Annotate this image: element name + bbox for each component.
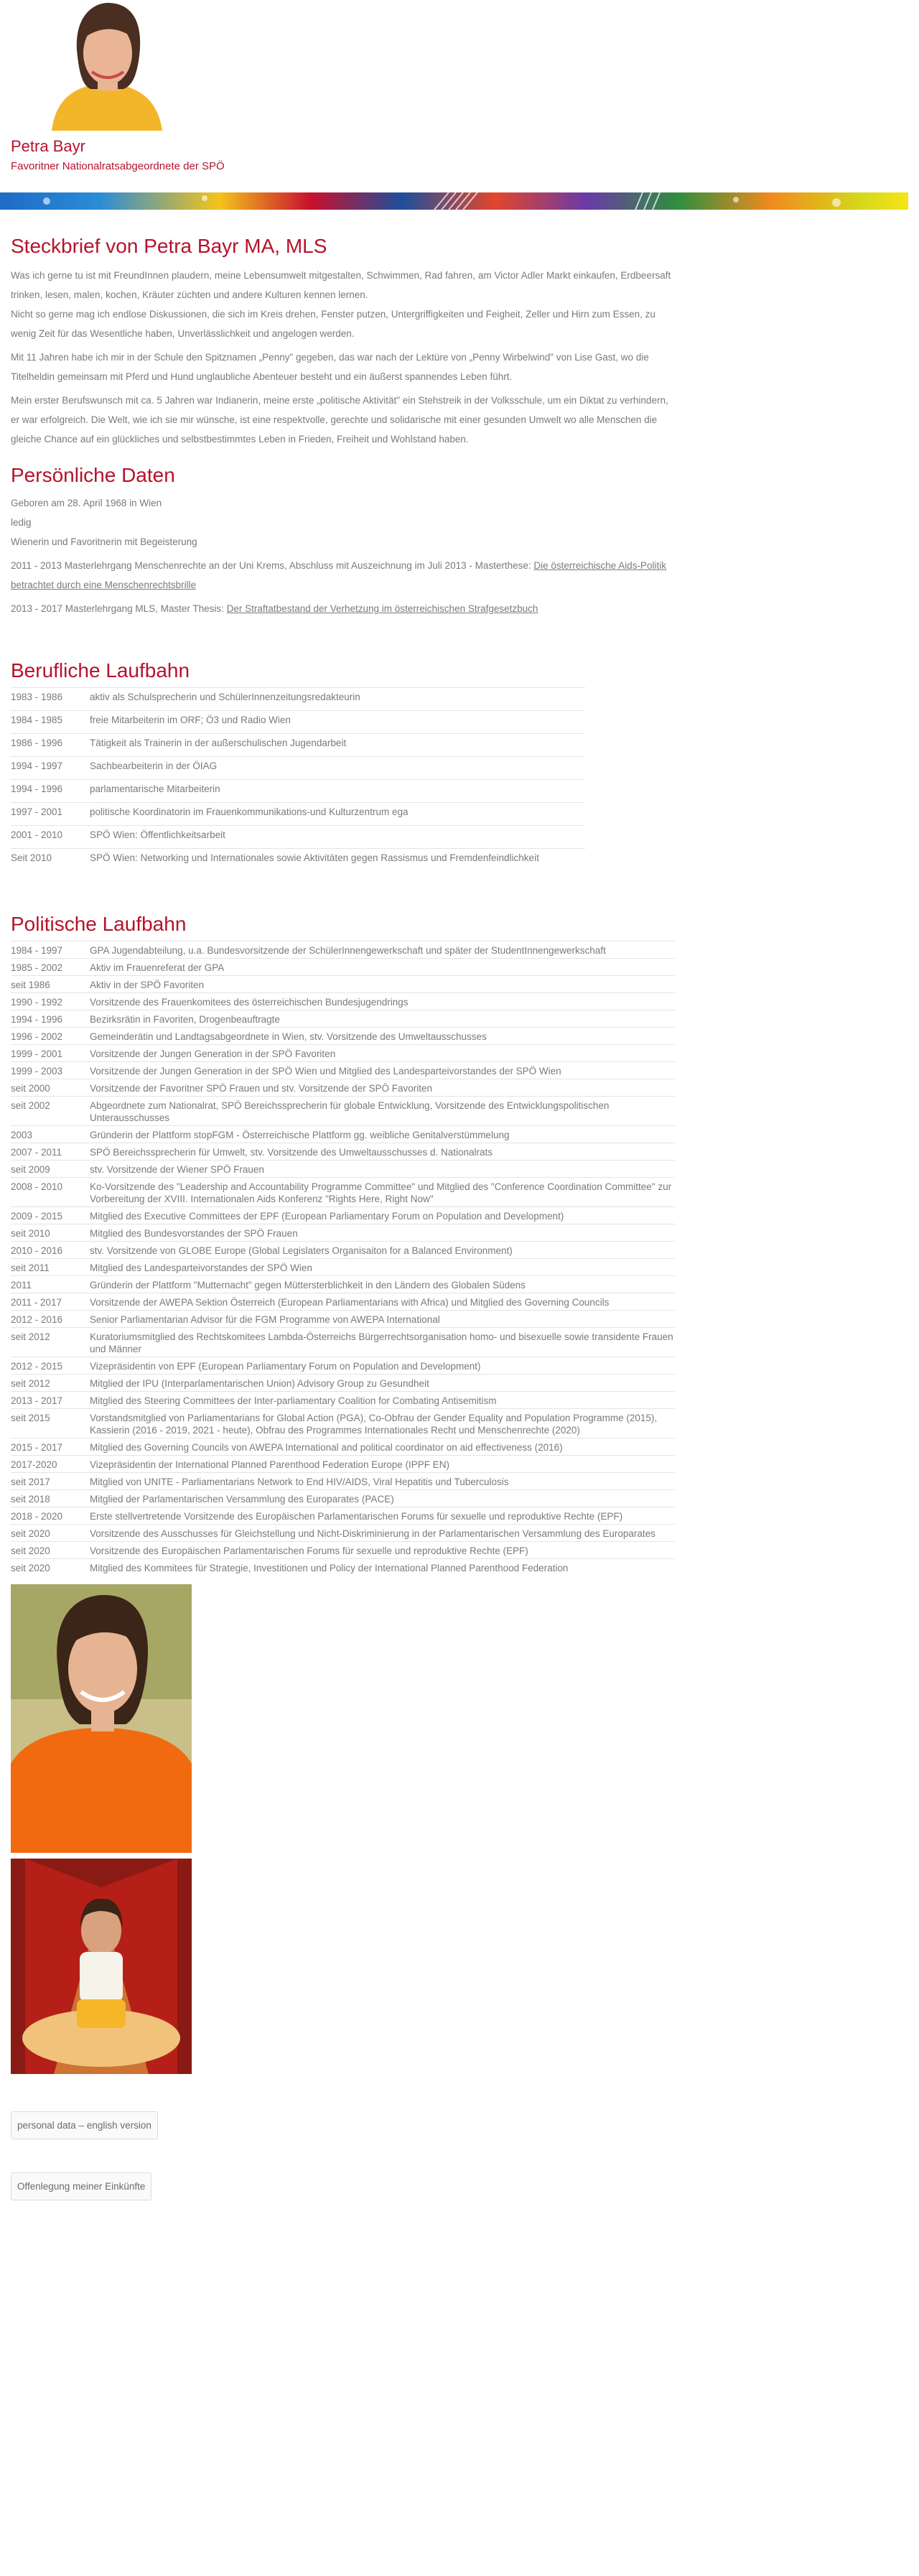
intro-paragraph-nickname: Mit 11 Jahren habe ich mir in der Schule den Spitznamen „Penny" gegeben, das war nach der Lektüre von „Penny Wirbelwind" von Lise Gast, wo die Titelheldin gemeinsam mit Pferd und Hund unglaubliche Abenteuer besteht und ein äußerst spannendes Leben führt.	[11, 352, 649, 382]
intro-paragraph-dislikes: Nicht so gerne mag ich endlose Diskussionen, die sich im Kreis drehen, Fenster putzen, Untergriffigkeiten und Feigheit, Zeller und Hirn zum Essen, zu wenig Zeit für das Wesentliche haben, Unverlässlichkeit und angelogen werden.	[11, 309, 656, 339]
table-row	[11, 1160, 675, 1177]
table-row	[11, 1374, 675, 1391]
table-row	[11, 1293, 675, 1310]
home-logo-link[interactable]	[11, 0, 183, 131]
table-row	[11, 1044, 675, 1061]
row-description: Mitglied des Landesparteivorstandes der SPÖ Wien	[90, 1258, 675, 1275]
row-description: Mitglied der IPU (Interparlamentarischen Union) Advisory Group zu Gesundheit	[90, 1374, 675, 1391]
childhood-photo[interactable]	[11, 1859, 192, 2074]
row-year: 1994 - 1996	[11, 1010, 90, 1027]
row-description: Mitglied des Kommitees für Strategie, Investitionen und Policy der International Planned Parenthood Federation	[90, 1558, 675, 1576]
row-year: 2017-2020	[11, 1455, 90, 1472]
row-description: Bezirksrätin in Favoriten, Drogenbeauftragte	[90, 1010, 675, 1027]
row-description: Mitglied des Bundesvorstandes der SPÖ Frauen	[90, 1224, 675, 1241]
row-description: Mitglied des Governing Councils von AWEPA International and political coordinator on aid effectiveness (2016)	[90, 1438, 675, 1455]
table-row	[11, 1096, 675, 1125]
row-description: Tätigkeit als Trainerin in der außerschulischen Jugendarbeit	[90, 734, 585, 757]
table-row	[11, 1438, 675, 1455]
row-description: Abgeordnete zum Nationalrat, SPÖ Bereichssprecherin für globale Entwicklung, Vorsitzende des Entwicklungspolitischen Unterausschusses	[90, 1096, 675, 1125]
row-year: 2012 - 2015	[11, 1357, 90, 1374]
row-year: 2011 - 2017	[11, 1293, 90, 1310]
table-row	[11, 1224, 675, 1241]
row-year: seit 2000	[11, 1079, 90, 1096]
table-row	[11, 1241, 675, 1258]
row-description: Gemeinderätin und Landtagsabgeordnete in Wien, stv. Vorsitzende des Umweltausschusses	[90, 1027, 675, 1044]
row-description: Erste stellvertretende Vorsitzende des Europäischen Parlamentarischen Forums für sexuelle und reproduktive Rechte (EPF)	[90, 1507, 675, 1524]
row-description: aktiv als Schulsprecherin und SchülerInnenzeitungsredakteurin	[90, 688, 585, 711]
site-subtitle: Favoritner Nationalratsabgeordnete der SPÖ	[11, 160, 225, 172]
table-row	[11, 1455, 675, 1472]
row-year: seit 2018	[11, 1489, 90, 1507]
intro-heading: Steckbrief von Petra Bayr MA, MLS	[11, 235, 327, 257]
row-description: Aktiv im Frauenreferat der GPA	[90, 958, 675, 975]
page	[0, 0, 919, 174]
table-row	[11, 1524, 675, 1541]
row-description: Gründerin der Plattform "Mutternacht" gegen Müttersterblichkeit in den Ländern des Globalen Südens	[90, 1275, 675, 1293]
table-row	[11, 975, 675, 992]
intro-paragraph-career-wish: Mein erster Berufswunsch mit ca. 5 Jahren war Indianerin, meine erste „politische Aktivität" ein Stehstreik in der Volksschule, um ein Diktat zu verhindern, er war erfolgreich. Die Welt, wie ich sie mir wünsche, ist eine respektvolle, gerechte und solidarische mit einer gesunden Umwelt wo alle Menschen die gleiche Chance auf ein glückliches und selbstbestimmtes Leben in Frieden, Freiheit und Wohlstand haben.	[11, 395, 668, 445]
row-year: 2001 - 2010	[11, 826, 90, 849]
row-description: Gründerin der Plattform stopFGM - Österreichische Plattform gg. weibliche Genitalverstümmelung	[90, 1125, 675, 1143]
row-description: stv. Vorsitzende der Wiener SPÖ Frauen	[90, 1160, 675, 1177]
row-description: Vorsitzende des Frauenkomitees des österreichischen Bundesjugendrings	[90, 992, 675, 1010]
row-description: Vorsitzende der AWEPA Sektion Österreich (European Parliamentarians with Africa) und Mitglied des Governing Councils	[90, 1293, 675, 1310]
table-row	[11, 711, 585, 734]
table-row	[11, 1061, 675, 1079]
row-year: 2009 - 2015	[11, 1206, 90, 1224]
row-year: 2012 - 2016	[11, 1310, 90, 1327]
career-heading: Berufliche Laufbahn	[11, 659, 190, 682]
row-year: 1985 - 2002	[11, 958, 90, 975]
table-row	[11, 688, 585, 711]
table-row	[11, 1541, 675, 1558]
row-description: stv. Vorsitzende von GLOBE Europe (Global Legislaters Organisaiton for a Balanced Environment)	[90, 1241, 675, 1258]
table-row	[11, 1357, 675, 1374]
table-row	[11, 849, 585, 872]
row-year: 2010 - 2016	[11, 1241, 90, 1258]
row-year: 2003	[11, 1125, 90, 1143]
row-year: seit 2020	[11, 1524, 90, 1541]
table-row	[11, 734, 585, 757]
politics-heading: Politische Laufbahn	[11, 912, 187, 935]
row-year: 2013 - 2017	[11, 1391, 90, 1408]
table-row	[11, 1489, 675, 1507]
row-description: Vorsitzende der Jungen Generation in der SPÖ Wien und Mitglied des Landesparteivorstandes der SPÖ Wien	[90, 1061, 675, 1079]
row-description: Mitglied von UNITE - Parliamentarians Network to End HIV/AIDS, Viral Hepatitis und Tuberculosis	[90, 1472, 675, 1489]
site-title[interactable]: Petra Bayr	[11, 137, 85, 155]
table-row	[11, 1558, 675, 1576]
thesis-aids-link[interactable]: Die österreichische Aids-Politik betrachtet durch eine Menschenrechtsbrille	[11, 560, 666, 590]
row-description: Kuratoriumsmitglied des Rechtskomitees Lambda-Österreichs Bürgerrechtsorganisation homo- und bisexuelle sowie transidente Frauen und Männer	[90, 1327, 675, 1357]
english-button-row	[11, 2111, 908, 2139]
row-year: 2018 - 2020	[11, 1507, 90, 1524]
row-description: parlamentarische Mitarbeiterin	[90, 780, 585, 803]
row-year: 2007 - 2011	[11, 1143, 90, 1160]
table-row	[11, 1275, 675, 1293]
personal-heading: Persönliche Daten	[11, 464, 175, 486]
row-description: SPÖ Bereichssprecherin für Umwelt, stv. Vorsitzende des Umweltausschusses d. Nationalrats	[90, 1143, 675, 1160]
table-row	[11, 1391, 675, 1408]
row-description: SPÖ Wien: Öffentlichkeitsarbeit	[90, 826, 585, 849]
row-year: seit 2009	[11, 1160, 90, 1177]
row-year: 1994 - 1996	[11, 780, 90, 803]
row-description: Vorsitzende der Favoritner SPÖ Frauen und stv. Vorsitzende der SPÖ Favoriten	[90, 1079, 675, 1096]
intro-paragraph-likes: Was ich gerne tu ist mit FreundInnen plaudern, meine Lebensumwelt mitgestalten, Schwimmen, Rad fahren, am Victor Adler Markt einkaufen, Erdbeersaft trinken, lesen, malen, kochen, Kräuter züchten und andere Kulturen kennen lernen.	[11, 270, 671, 300]
portrait-orange-photo[interactable]	[11, 1584, 192, 1853]
row-description: Mitglied des Executive Committees der EPF (European Parliamentary Forum on Population and Development)	[90, 1206, 675, 1224]
table-row	[11, 1310, 675, 1327]
table-row	[11, 1408, 675, 1438]
row-year: seit 2012	[11, 1374, 90, 1391]
english-version-button[interactable]: personal data – english version	[11, 2111, 158, 2139]
row-description: Sachbearbeiterin in der ÖIAG	[90, 757, 585, 780]
table-row	[11, 1027, 675, 1044]
row-description: GPA Jugendabteilung, u.a. Bundesvorsitzende der SchülerInnengewerkschaft und später der StudentInnengewerkschaft	[90, 941, 675, 958]
row-year: 2015 - 2017	[11, 1438, 90, 1455]
row-year: Seit 2010	[11, 849, 90, 872]
table-row	[11, 803, 585, 826]
table-row	[11, 992, 675, 1010]
politics-table	[11, 941, 675, 1576]
personal-status: ledig	[11, 517, 32, 528]
personal-education-human-rights	[11, 556, 678, 595]
row-year: seit 2020	[11, 1541, 90, 1558]
table-row	[11, 757, 585, 780]
table-row	[11, 826, 585, 849]
portrait-header-image	[23, 0, 183, 131]
row-year: 1996 - 2002	[11, 1027, 90, 1044]
education-text: 2011 - 2013 Masterlehrgang Menschenrechte an der Uni Krems, Abschluss mit Auszeichnung im Juli 2013 - Masterthese:	[11, 560, 534, 571]
row-description: Vizepräsidentin von EPF (European Parliamentary Forum on Population and Development)	[90, 1357, 675, 1374]
table-row	[11, 1079, 675, 1096]
row-year: seit 2020	[11, 1558, 90, 1576]
row-description: Vorsitzende der Jungen Generation in der SPÖ Favoriten	[90, 1044, 675, 1061]
row-description: Vorsitzende des Ausschusses für Gleichstellung und Nicht-Diskriminierung in der Parlamentarischen Versammlung des Europarates	[90, 1524, 675, 1541]
row-description: freie Mitarbeiterin im ORF; Ö3 und Radio Wien	[90, 711, 585, 734]
row-year: 1983 - 1986	[11, 688, 90, 711]
table-row	[11, 958, 675, 975]
table-row	[11, 1327, 675, 1357]
personal-education-mls	[11, 599, 678, 618]
personal-born: Geboren am 28. April 1968 in Wien	[11, 498, 162, 508]
row-year: 1999 - 2001	[11, 1044, 90, 1061]
table-row	[11, 1507, 675, 1524]
table-row	[11, 780, 585, 803]
table-row	[11, 1206, 675, 1224]
row-year: seit 2017	[11, 1472, 90, 1489]
colorful-banner	[0, 192, 908, 210]
row-description: Mitglied des Steering Committees der Inter-parliamentary Coalition for Combating Antisemitism	[90, 1391, 675, 1408]
row-year: seit 2015	[11, 1408, 90, 1438]
row-year: 1984 - 1997	[11, 941, 90, 958]
row-description: SPÖ Wien: Networking und Internationales sowie Aktivitäten gegen Rassismus und Fremdenfeindlichkeit	[90, 849, 585, 872]
row-year: 2008 - 2010	[11, 1177, 90, 1206]
row-year: 1999 - 2003	[11, 1061, 90, 1079]
row-description: Senior Parliamentarian Advisor für die FGM Programme von AWEPA International	[90, 1310, 675, 1327]
table-row	[11, 1177, 675, 1206]
row-description: politische Koordinatorin im Frauenkommunikations-und Kulturzentrum ega	[90, 803, 585, 826]
row-year: 1984 - 1985	[11, 711, 90, 734]
table-row	[11, 941, 675, 958]
row-year: 1990 - 1992	[11, 992, 90, 1010]
table-row	[11, 1472, 675, 1489]
table-row	[11, 1010, 675, 1027]
personal-home: Wienerin und Favoritnerin mit Begeisterung	[11, 536, 197, 547]
row-year: 1986 - 1996	[11, 734, 90, 757]
row-description: Vizepräsidentin der International Planned Parenthood Federation Europe (IPPF EN)	[90, 1455, 675, 1472]
row-year: 2011	[11, 1275, 90, 1293]
table-row	[11, 1258, 675, 1275]
row-description: Ko-Vorsitzende des "Leadership and Accountability Programme Committee" und Mitglied des "Conference Coordination Committee" zur Vorbereitung der XVIII. Internationalen Aids Konferenz "Rights Here, Right Now"	[90, 1177, 675, 1206]
income-disclosure-button[interactable]: Offenlegung meiner Einkünfte	[11, 2172, 151, 2200]
row-year: seit 2011	[11, 1258, 90, 1275]
row-year: seit 1986	[11, 975, 90, 992]
table-row	[11, 1143, 675, 1160]
row-year: seit 2012	[11, 1327, 90, 1357]
row-description: Aktiv in der SPÖ Favoriten	[90, 975, 675, 992]
row-year: 1997 - 2001	[11, 803, 90, 826]
education-text: 2013 - 2017 Masterlehrgang MLS, Master Thesis:	[11, 603, 227, 614]
thesis-verhetzung-link[interactable]: Der Straftatbestand der Verhetzung im österreichischen Strafgesetzbuch	[226, 603, 538, 614]
row-year: seit 2002	[11, 1096, 90, 1125]
row-year: 1994 - 1997	[11, 757, 90, 780]
income-button-row	[11, 2172, 908, 2200]
row-description: Mitglied der Parlamentarischen Versammlung des Europarates (PACE)	[90, 1489, 675, 1507]
table-row	[11, 1125, 675, 1143]
row-description: Vorstandsmitglied von Parliamentarians for Global Action (PGA), Co-Obfrau der Gender Equality and Population Programme (2015), Kassierin (2016 - 2019, 2021 - heute), Obfrau des Programmes Internationales Recht und Menschenrechte (2020)	[90, 1408, 675, 1438]
row-description: Vorsitzende des Europäischen Parlamentarischen Forums für sexuelle und reproduktive Rechte (EPF)	[90, 1541, 675, 1558]
row-year: seit 2010	[11, 1224, 90, 1241]
career-table	[11, 687, 585, 872]
